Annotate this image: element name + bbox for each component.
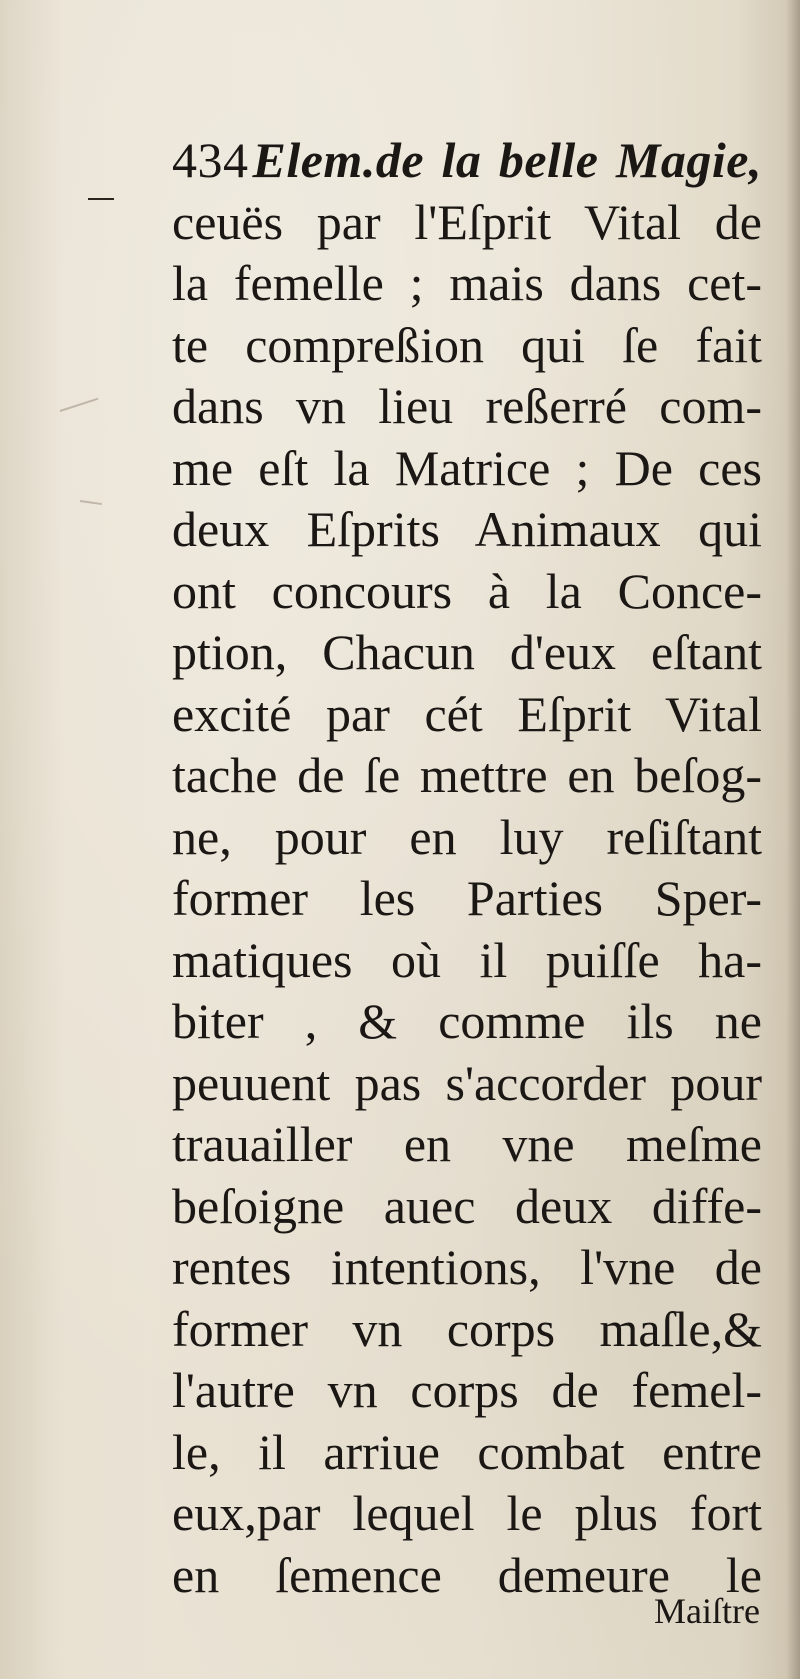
page-number: 434 [172, 132, 249, 188]
text-line: beſoigne auec deux diffe- [172, 1177, 762, 1234]
text-line: dans vn lieu reßerré com- [172, 378, 762, 434]
text-line: la femelle ; mais dans cet- [172, 255, 762, 311]
text-line: excité par cét Eſprit Vital [172, 685, 762, 742]
text-line: l'autre vn corps de femel- [172, 1362, 762, 1418]
text-line: tache de ſe mettre en beſog- [172, 747, 762, 803]
text-line: ption, Chacun d'eux eſtant [172, 624, 762, 680]
margin-dash-mark [88, 198, 114, 200]
text-line: former les Parties Sper- [172, 870, 762, 926]
page-gutter-shadow [786, 0, 800, 1679]
text-line: biter , & comme ils ne [172, 993, 762, 1049]
page-text [172, 130, 762, 1606]
text-line: eux,par lequel le plus fort [172, 1485, 762, 1541]
text-line: matiques où il puiſſe ha- [172, 931, 762, 988]
text-line: ont concours à la Conce- [172, 562, 762, 619]
running-title: Elem.de la belle Magie, [252, 132, 762, 188]
margin-scratch-mark [60, 398, 99, 412]
text-line: rentes intentions, l'vne de [172, 1239, 762, 1295]
catchword: Maiſtre [654, 1591, 760, 1631]
text-line: le, il arriue combat entre [172, 1423, 762, 1480]
margin-scratch-mark [80, 500, 102, 505]
running-header [172, 130, 762, 192]
text-line: me eſt la Matrice ; De ces [172, 439, 762, 496]
text-line: ne, pour en luy reſiſtant [172, 808, 762, 865]
text-line: former vn corps maſle,& [172, 1300, 762, 1357]
text-line: deux Eſprits Animaux qui [172, 501, 762, 557]
text-line: en ſemence demeure le [172, 1546, 762, 1603]
text-line: peuuent pas s'accorder pour [172, 1054, 762, 1111]
text-line: ceuës par l'Eſprit Vital de [172, 193, 762, 250]
text-line: trauailler en vne meſme [172, 1116, 762, 1172]
text-line: te compreßion qui ſe fait [172, 316, 762, 373]
